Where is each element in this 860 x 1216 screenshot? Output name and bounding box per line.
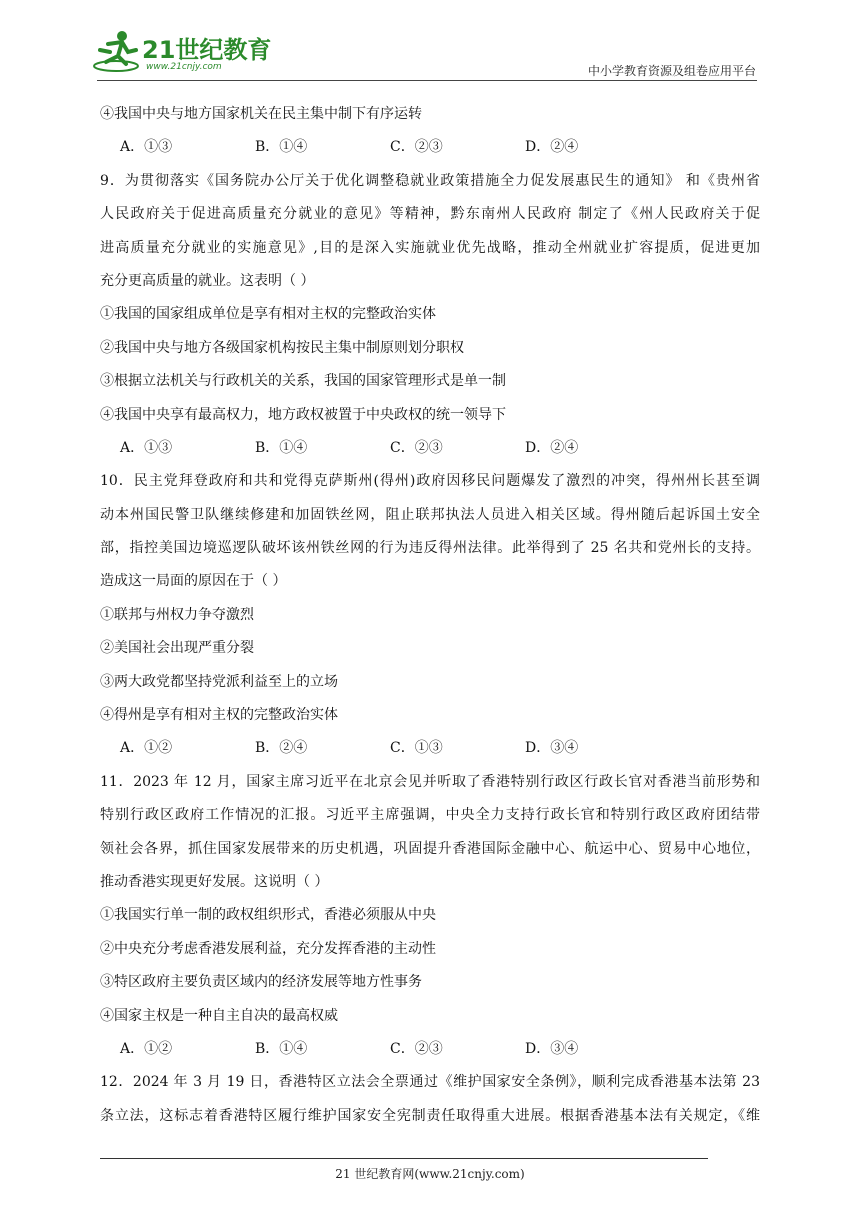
option-a[interactable]: A．①③ — [120, 139, 173, 156]
option-d[interactable]: D．③④ — [525, 740, 579, 757]
question-text: 9．为贯彻落实《国务院办公厅关于优化调整稳就业政策措施全力促发展惠民生的通知》 和《贵州省 — [100, 172, 760, 189]
statement-line: ③两大政党都坚持党派利益至上的立场 — [100, 673, 338, 690]
logo-text: 21世纪教育 — [142, 36, 272, 64]
question-text: 特别行政区政府工作情况的汇报。习近平主席强调，中央全力支持行政长官和特别行政区政府团结带 — [100, 807, 760, 824]
statement-line: ①联邦与州权力争夺激烈 — [100, 606, 254, 623]
statement-line: ④我国中央享有最高权力，地方政权被置于中央政权的统一领导下 — [100, 406, 506, 423]
answer-options — [100, 1033, 760, 1066]
option-a[interactable]: A．①② — [120, 740, 173, 757]
option-d[interactable]: D．②④ — [525, 439, 579, 456]
question-text: 10．民主党拜登政府和共和党得克萨斯州(得州)政府因移民问题爆发了激烈的冲突，得州州长甚至调 — [100, 473, 760, 490]
statement-line: ②中央充分考虑香港发展利益，充分发挥香港的主动性 — [100, 940, 436, 957]
logo-url: www.21cnjy.com — [146, 62, 222, 72]
statement-line: ③根据立法机关与行政机关的关系，我国的国家管理形式是单一制 — [100, 373, 506, 390]
option-d[interactable]: D．③④ — [525, 1040, 579, 1057]
option-c[interactable]: C．①③ — [390, 740, 443, 757]
option-c[interactable]: C．②③ — [390, 439, 443, 456]
option-b[interactable]: B．①④ — [255, 439, 308, 456]
answer-options — [100, 432, 760, 465]
option-b[interactable]: B．①④ — [255, 139, 308, 156]
answer-options — [100, 732, 760, 765]
question-text: 推动香港实现更好发展。这说明（ ） — [100, 873, 329, 890]
statement-line: ②我国中央与地方各级国家机构按民主集中制原则划分职权 — [100, 339, 464, 356]
statement-line: ①我国的国家组成单位是享有相对主权的完整政治实体 — [100, 306, 436, 323]
statement-line: ③特区政府主要负责区域内的经济发展等地方性事务 — [100, 974, 422, 991]
statement-line: ②美国社会出现严重分裂 — [100, 640, 254, 657]
option-b[interactable]: B．②④ — [255, 740, 308, 757]
option-d[interactable]: D．②④ — [525, 139, 579, 156]
question-text: 造成这一局面的原因在于（ ） — [100, 573, 287, 590]
question-text: 进高质量充分就业的实施意见》,目的是深入实施就业优先战略，推动全州就业扩容提质，促进更加 — [100, 239, 760, 256]
exam-content — [100, 98, 760, 1133]
statement-line: ④国家主权是一种自主自决的最高权威 — [100, 1007, 338, 1024]
option-c[interactable]: C．②③ — [390, 139, 443, 156]
runner-icon — [92, 28, 140, 74]
statement-line: ④得州是享有相对主权的完整政治实体 — [100, 707, 338, 724]
question-text: 人民政府关于促进高质量充分就业的意见》等精神，黔东南州人民政府 制定了《州人民政府关于促 — [100, 206, 760, 223]
answer-options — [100, 131, 760, 164]
question-text: 充分更高质量的就业。这表明（ ） — [100, 272, 315, 289]
header-divider — [97, 80, 757, 81]
question-text: 11．2023 年 12 月，国家主席习近平在北京会见并听取了香港特别行政区行政长官对香港当前形势和 — [100, 773, 760, 790]
option-a[interactable]: A．①③ — [120, 439, 173, 456]
question-text: 动本州国民警卫队继续修建和加固铁丝网，阻止联邦执法人员进入相关区域。得州随后起诉国土安全 — [100, 506, 760, 523]
option-b[interactable]: B．①④ — [255, 1040, 308, 1057]
question-text: 条立法，这标志着香港特区履行维护国家安全宪制责任取得重大进展。根据香港基本法有关规定，《维 — [100, 1107, 760, 1124]
footer-divider — [100, 1158, 708, 1159]
question-text: 12．2024 年 3 月 19 日，香港特区立法会全票通过《维护国家安全条例》，顺利完成香港基本法第 23 — [100, 1074, 760, 1091]
statement-line: ④我国中央与地方国家机关在民主集中制下有序运转 — [100, 106, 422, 122]
page-footer: 21 世纪教育网(www.21cnjy.com) — [335, 1167, 525, 1181]
question-text: 部，指控美国边境巡逻队破坏该州铁丝网的行为违反得州法律。此举得到了 25 名共和党州长的支持。 — [100, 540, 760, 557]
statement-line: ①我国实行单一制的政权组织形式，香港必须服从中央 — [100, 907, 436, 924]
option-a[interactable]: A．①② — [120, 1040, 173, 1057]
option-c[interactable]: C．②③ — [390, 1040, 443, 1057]
question-text: 领社会各界，抓住国家发展带来的历史机遇，巩固提升香港国际金融中心、航运中心、贸易中心地位， — [100, 840, 760, 857]
page-header — [0, 0, 860, 90]
platform-title: 中小学教育资源及组卷应用平台 — [587, 64, 756, 78]
site-logo[interactable] — [92, 28, 282, 80]
